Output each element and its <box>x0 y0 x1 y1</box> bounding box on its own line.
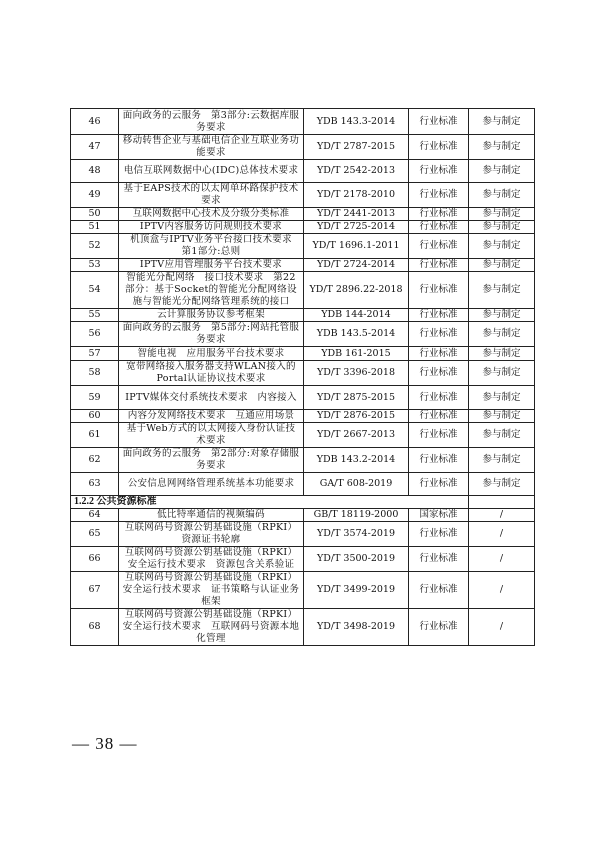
standard-type-cell: 行业标准 <box>409 135 469 160</box>
standard-type-cell: 行业标准 <box>409 322 469 347</box>
participation-status-cell: 参与制定 <box>469 135 535 160</box>
table-row <box>71 522 535 547</box>
standard-type-cell: 行业标准 <box>409 221 469 234</box>
participation-status-cell: 参与制定 <box>469 160 535 183</box>
row-number-cell: 53 <box>71 259 119 272</box>
participation-status-cell: 参与制定 <box>469 221 535 234</box>
standard-name-cell: 互联网码号资源公钥基础设施（RPKI）安全运行技术要求 互联网码号资源本地化管理 <box>119 609 304 646</box>
participation-status-cell: 参与制定 <box>469 259 535 272</box>
standard-type-cell: 行业标准 <box>409 109 469 135</box>
standard-code-cell: YD/T 1696.1-2011 <box>304 234 409 259</box>
standard-code-cell: YD/T 3499-2019 <box>304 572 409 609</box>
standard-name-cell: 移动转售企业与基础电信企业互联业务功能要求 <box>119 135 304 160</box>
table-row <box>71 208 535 221</box>
section-blank-cell <box>469 496 535 509</box>
standard-type-cell: 行业标准 <box>409 423 469 448</box>
standard-type-cell: 行业标准 <box>409 272 469 309</box>
section-heading: 1.2.2 公共资源标准 <box>71 496 469 509</box>
standard-code-cell: YD/T 2178-2010 <box>304 183 409 208</box>
table-row <box>71 361 535 386</box>
standard-code-cell: YDB 143.5-2014 <box>304 322 409 347</box>
standard-name-cell: IPTV应用管理服务平台技术要求 <box>119 259 304 272</box>
row-number-cell: 47 <box>71 135 119 160</box>
standard-code-cell: YD/T 3574-2019 <box>304 522 409 547</box>
standards-table <box>70 108 535 646</box>
standard-type-cell: 行业标准 <box>409 572 469 609</box>
row-number-cell: 68 <box>71 609 119 646</box>
row-number-cell: 57 <box>71 347 119 361</box>
table-row <box>71 448 535 473</box>
standard-code-cell: YD/T 3500-2019 <box>304 547 409 572</box>
participation-status-cell: / <box>469 547 535 572</box>
standard-type-cell: 行业标准 <box>409 522 469 547</box>
participation-status-cell: 参与制定 <box>469 234 535 259</box>
standard-name-cell: 基于Web方式的以太网接入身份认证技术要求 <box>119 423 304 448</box>
standard-name-cell: 面向政务的云服务 第3部分:云数据库服务要求 <box>119 109 304 135</box>
row-number-cell: 63 <box>71 473 119 496</box>
row-number-cell: 49 <box>71 183 119 208</box>
standard-name-cell: IPTV内容服务访问规则技术要求 <box>119 221 304 234</box>
table-row <box>71 423 535 448</box>
participation-status-cell: 参与制定 <box>469 448 535 473</box>
standard-code-cell: YD/T 2787-2015 <box>304 135 409 160</box>
table-row <box>71 386 535 410</box>
row-number-cell: 60 <box>71 410 119 423</box>
standard-type-cell: 行业标准 <box>409 234 469 259</box>
table-row <box>71 221 535 234</box>
table-row <box>71 509 535 522</box>
standard-code-cell: YD/T 2876-2015 <box>304 410 409 423</box>
standard-code-cell: YD/T 3498-2019 <box>304 609 409 646</box>
participation-status-cell: / <box>469 509 535 522</box>
standard-name-cell: 基于EAPS技术的以太网单环路保护技术要求 <box>119 183 304 208</box>
row-number-cell: 50 <box>71 208 119 221</box>
standard-name-cell: 面向政务的云服务 第2部分:对象存储服务要求 <box>119 448 304 473</box>
participation-status-cell: 参与制定 <box>469 183 535 208</box>
row-number-cell: 48 <box>71 160 119 183</box>
standard-name-cell: 互联网码号资源公钥基础设施（RPKI）资源证书轮廓 <box>119 522 304 547</box>
standard-name-cell: 宽带网络接入服务器支持WLAN接入的Portal认证协议技术要求 <box>119 361 304 386</box>
table-row <box>71 109 535 135</box>
row-number-cell: 55 <box>71 309 119 322</box>
participation-status-cell: 参与制定 <box>469 423 535 448</box>
standard-name-cell: 云计算服务协议参考框架 <box>119 309 304 322</box>
row-number-cell: 65 <box>71 522 119 547</box>
table-row <box>71 135 535 160</box>
standard-code-cell: GB/T 18119-2000 <box>304 509 409 522</box>
row-number-cell: 59 <box>71 386 119 410</box>
table-row <box>71 473 535 496</box>
row-number-cell: 54 <box>71 272 119 309</box>
standard-code-cell: YDB 144-2014 <box>304 309 409 322</box>
row-number-cell: 66 <box>71 547 119 572</box>
page-number: — 38 — <box>72 734 138 753</box>
row-number-cell: 62 <box>71 448 119 473</box>
standard-code-cell: YD/T 2542-2013 <box>304 160 409 183</box>
standard-code-cell: YD/T 2441-2013 <box>304 208 409 221</box>
standard-type-cell: 行业标准 <box>409 609 469 646</box>
standard-type-cell: 行业标准 <box>409 473 469 496</box>
section-row <box>71 496 535 509</box>
standard-name-cell: 机顶盒与IPTV业务平台接口技术要求 第1部分:总则 <box>119 234 304 259</box>
standard-type-cell: 行业标准 <box>409 208 469 221</box>
standard-type-cell: 行业标准 <box>409 361 469 386</box>
standard-type-cell: 行业标准 <box>409 448 469 473</box>
standard-type-cell: 行业标准 <box>409 386 469 410</box>
standard-code-cell: YDB 161-2015 <box>304 347 409 361</box>
table-row <box>71 572 535 609</box>
standard-name-cell: 公安信息网网络管理系统基本功能要求 <box>119 473 304 496</box>
standard-name-cell: 互联网数据中心技术及分级分类标准 <box>119 208 304 221</box>
standard-type-cell: 行业标准 <box>409 183 469 208</box>
standard-type-cell: 行业标准 <box>409 160 469 183</box>
participation-status-cell: / <box>469 609 535 646</box>
participation-status-cell: 参与制定 <box>469 322 535 347</box>
standard-name-cell: 面向政务的云服务 第5部分:网站托管服务要求 <box>119 322 304 347</box>
standard-name-cell: 内容分发网络技术要求 互通应用场景 <box>119 410 304 423</box>
row-number-cell: 67 <box>71 572 119 609</box>
standard-name-cell: 低比特率通信的视频编码 <box>119 509 304 522</box>
row-number-cell: 46 <box>71 109 119 135</box>
table-row <box>71 547 535 572</box>
row-number-cell: 56 <box>71 322 119 347</box>
participation-status-cell: 参与制定 <box>469 347 535 361</box>
table-row <box>71 183 535 208</box>
table-row <box>71 234 535 259</box>
row-number-cell: 51 <box>71 221 119 234</box>
participation-status-cell: 参与制定 <box>469 410 535 423</box>
participation-status-cell: / <box>469 522 535 547</box>
participation-status-cell: 参与制定 <box>469 109 535 135</box>
table-row <box>71 609 535 646</box>
table-row <box>71 322 535 347</box>
standard-type-cell: 行业标准 <box>409 259 469 272</box>
row-number-cell: 52 <box>71 234 119 259</box>
table-row <box>71 272 535 309</box>
row-number-cell: 58 <box>71 361 119 386</box>
row-number-cell: 61 <box>71 423 119 448</box>
standard-code-cell: YD/T 3396-2018 <box>304 361 409 386</box>
participation-status-cell: 参与制定 <box>469 272 535 309</box>
table-row <box>71 160 535 183</box>
standard-name-cell: 智能光分配网络 接口技术要求 第22部分：基于Socket的智能光分配网络设施与智能光分配网络管理系统的接口 <box>119 272 304 309</box>
standard-type-cell: 国家标准 <box>409 509 469 522</box>
standard-code-cell: GA/T 608-2019 <box>304 473 409 496</box>
standard-type-cell: 行业标准 <box>409 309 469 322</box>
standard-code-cell: YDB 143.2-2014 <box>304 448 409 473</box>
participation-status-cell: 参与制定 <box>469 473 535 496</box>
standard-name-cell: 互联网码号资源公钥基础设施（RPKI）安全运行技术要求 资源包含关系验证 <box>119 547 304 572</box>
standard-name-cell: 电信互联网数据中心(IDC)总体技术要求 <box>119 160 304 183</box>
participation-status-cell: 参与制定 <box>469 386 535 410</box>
standard-type-cell: 行业标准 <box>409 547 469 572</box>
standard-type-cell: 行业标准 <box>409 410 469 423</box>
standard-code-cell: YDB 143.3-2014 <box>304 109 409 135</box>
standard-type-cell: 行业标准 <box>409 347 469 361</box>
participation-status-cell: / <box>469 572 535 609</box>
standard-code-cell: YD/T 2896.22-2018 <box>304 272 409 309</box>
participation-status-cell: 参与制定 <box>469 309 535 322</box>
standard-code-cell: YD/T 2667-2013 <box>304 423 409 448</box>
table-row <box>71 259 535 272</box>
standard-name-cell: IPTV媒体交付系统技术要求 内容接入 <box>119 386 304 410</box>
participation-status-cell: 参与制定 <box>469 361 535 386</box>
standard-code-cell: YD/T 2875-2015 <box>304 386 409 410</box>
table-row <box>71 410 535 423</box>
table-row <box>71 347 535 361</box>
row-number-cell: 64 <box>71 509 119 522</box>
standard-code-cell: YD/T 2725-2014 <box>304 221 409 234</box>
participation-status-cell: 参与制定 <box>469 208 535 221</box>
standard-code-cell: YD/T 2724-2014 <box>304 259 409 272</box>
table-row <box>71 309 535 322</box>
standard-name-cell: 互联网码号资源公钥基础设施（RPKI）安全运行技术要求 证书策略与认证业务框架 <box>119 572 304 609</box>
standard-name-cell: 智能电视 应用服务平台技术要求 <box>119 347 304 361</box>
